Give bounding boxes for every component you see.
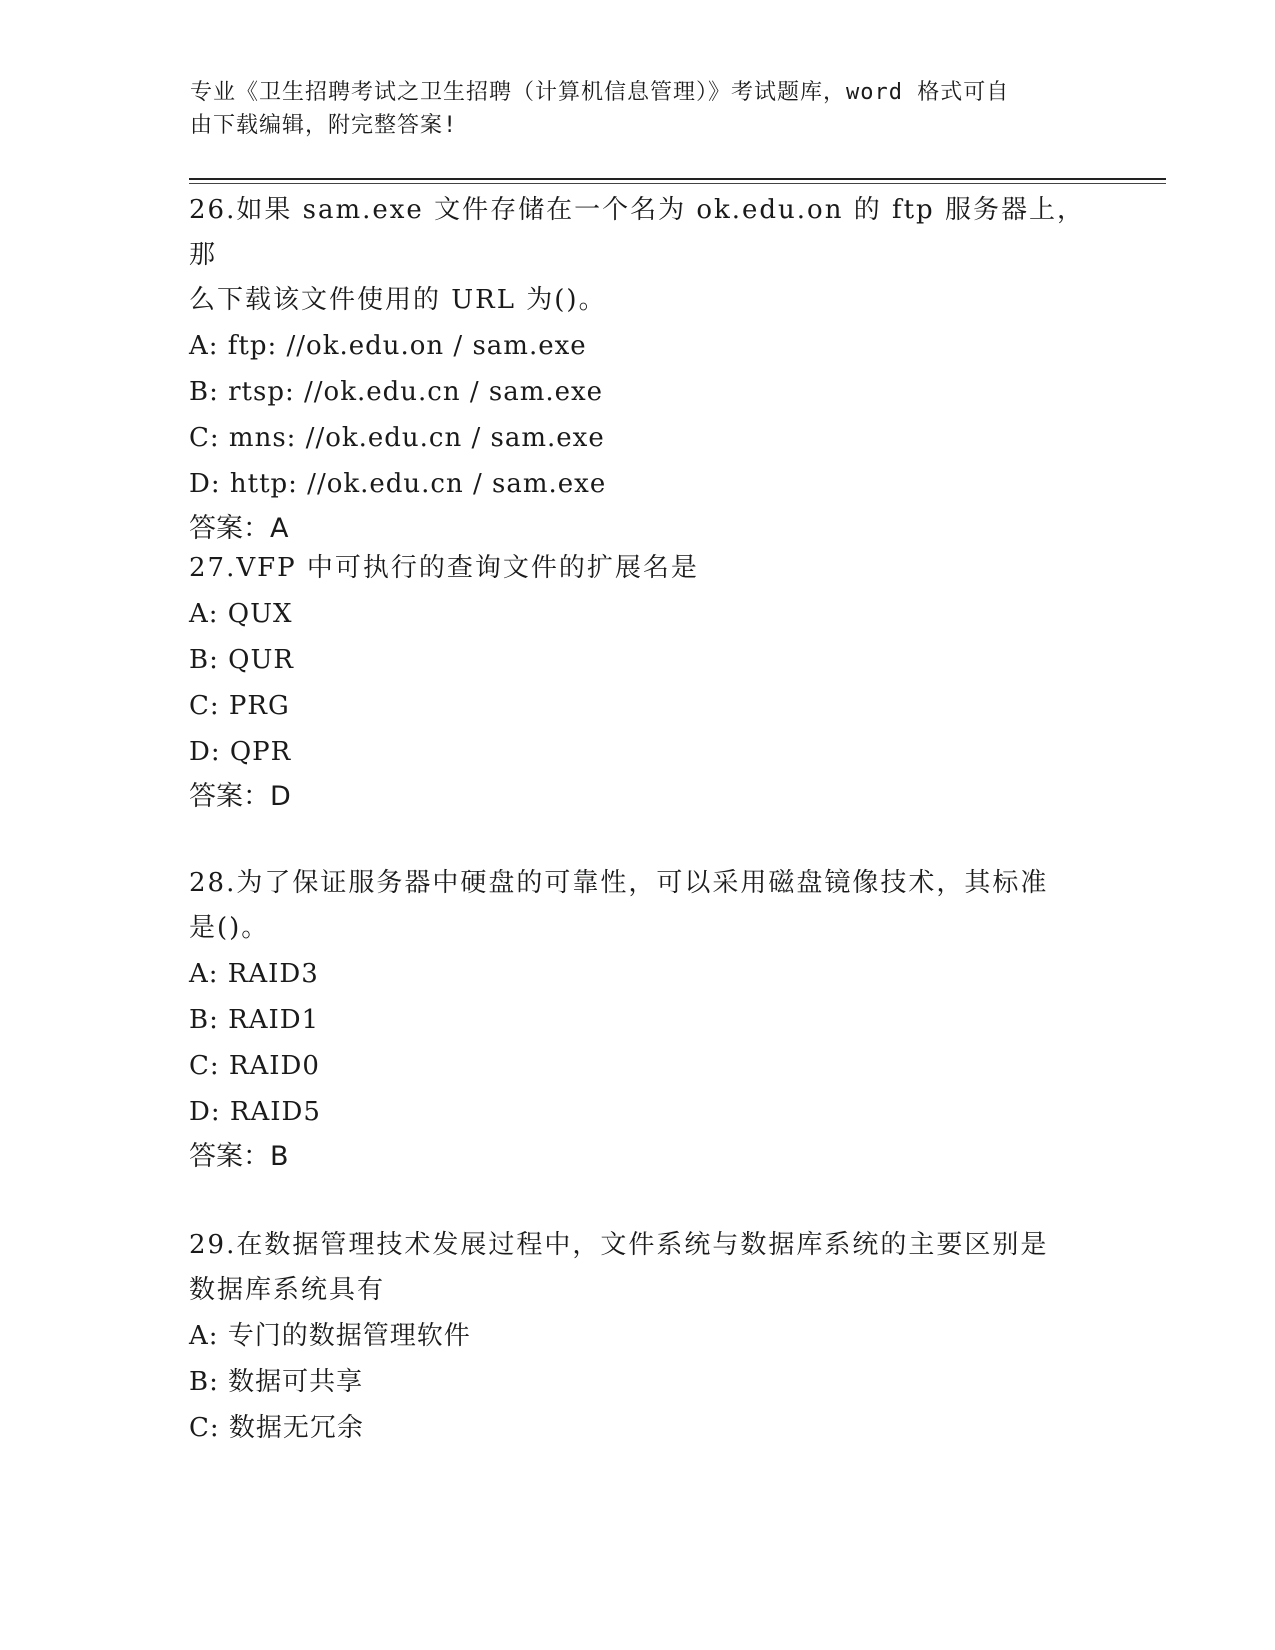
question-28 [189, 861, 1089, 1179]
option-d: D: http: //ok.edu.cn / sam.exe [189, 469, 607, 499]
option-d: D: RAID5 [189, 1097, 321, 1127]
question-26 [189, 188, 1089, 551]
question-stem-line-2: 是()。 [189, 913, 270, 943]
header-divider-thick [189, 178, 1166, 180]
option-b: B: QUR [189, 645, 294, 675]
question-stem-line-2: 数据库系统具有 [189, 1275, 386, 1305]
header-divider-thin [189, 183, 1166, 184]
question-stem-line-1: 28.为了保证服务器中硬盘的可靠性，可以采用磁盘镜像技术，其标准 [189, 868, 1049, 898]
option-b: B: 数据可共享 [189, 1367, 364, 1397]
question-stem-line-1: 26.如果 sam.exe 文件存储在一个名为 ok.edu.on 的 ftp 服务器上，那 [189, 195, 1085, 270]
header-line-2: 由下载编辑，附完整答案! [190, 113, 458, 138]
option-a: A: 专门的数据管理软件 [189, 1321, 471, 1351]
question-stem-line-1: 27.VFP 中可执行的查询文件的扩展名是 [189, 553, 699, 583]
answer: 答案：A [189, 513, 289, 544]
question-stem-line-1: 29.在数据管理技术发展过程中，文件系统与数据库系统的主要区别是 [189, 1230, 1049, 1260]
option-b: B: RAID1 [189, 1005, 320, 1035]
option-d: D: QPR [189, 737, 292, 767]
option-c: C: mns: //ok.edu.cn / sam.exe [189, 423, 605, 453]
option-b: B: rtsp: //ok.edu.cn / sam.exe [189, 377, 604, 407]
question-29 [189, 1223, 1089, 1451]
answer: 答案：B [189, 1141, 289, 1172]
question-stem-line-2: 么下载该文件使用的 URL 为()。 [189, 285, 607, 315]
option-a: A: RAID3 [189, 959, 319, 989]
option-c: C: 数据无冗余 [189, 1413, 364, 1443]
answer: 答案：D [189, 781, 291, 812]
option-c: C: PRG [189, 691, 290, 721]
option-a: A: QUX [189, 599, 293, 629]
question-27 [189, 546, 1089, 819]
option-a: A: ftp: //ok.edu.on / sam.exe [189, 331, 587, 361]
header-line-1: 专业《卫生招聘考试之卫生招聘（计算机信息管理）》考试题库，word 格式可自 [190, 80, 1010, 105]
document-header [190, 76, 1090, 142]
option-c: C: RAID0 [189, 1051, 320, 1081]
